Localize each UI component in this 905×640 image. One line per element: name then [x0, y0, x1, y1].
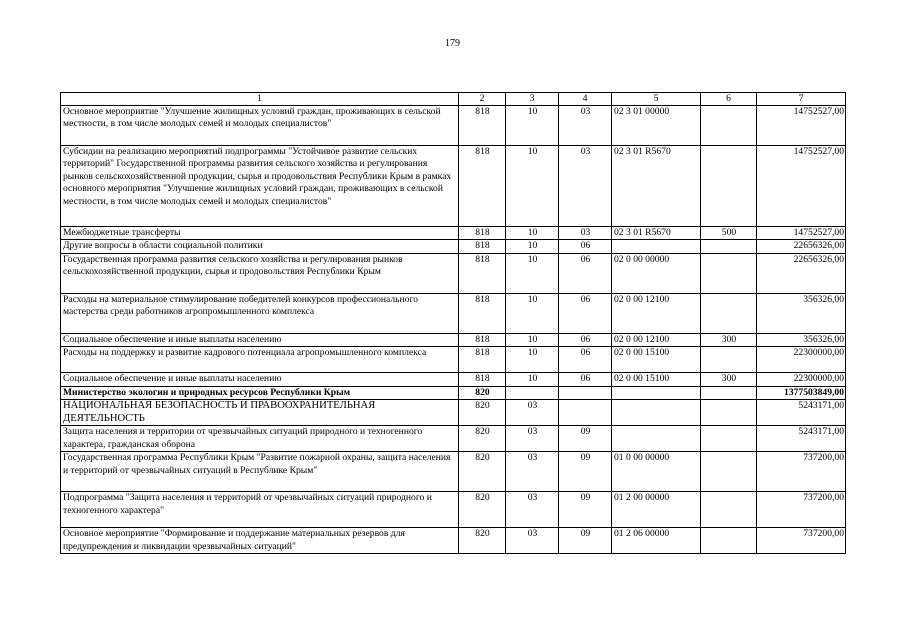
cell-target-article: 01 0 00 00000: [612, 452, 701, 492]
cell-target-article: 01 2 00 00000: [612, 492, 701, 528]
cell-section-code: 10: [506, 146, 559, 227]
cell-amount: 356326,00: [757, 333, 846, 346]
cell-grbs-code: 820: [459, 386, 506, 399]
cell-grbs-code: 820: [459, 452, 506, 492]
table-body: [61, 93, 846, 554]
cell-expense-type: [701, 528, 757, 554]
cell-grbs-code: 820: [459, 400, 506, 426]
cell-amount: 356326,00: [757, 293, 846, 333]
cell-subsection-code: 06: [559, 240, 612, 253]
cell-section-code: [506, 386, 559, 399]
cell-target-article: 02 0 00 15100: [612, 373, 701, 386]
cell-name: Другие вопросы в области социальной политики: [61, 240, 459, 253]
cell-amount: 22656326,00: [757, 253, 846, 293]
cell-section-code: 03: [506, 492, 559, 528]
header-col-3: 3: [506, 93, 559, 106]
cell-section-code: 03: [506, 426, 559, 452]
cell-amount: 14752527,00: [757, 106, 846, 146]
cell-expense-type: [701, 400, 757, 426]
cell-grbs-code: 818: [459, 227, 506, 240]
table-row: [61, 426, 846, 452]
cell-expense-type: [701, 426, 757, 452]
cell-name: Подпрограмма "Защита населения и территорий от чрезвычайных ситуаций природного и техногенного характера": [61, 492, 459, 528]
cell-section-code: 10: [506, 253, 559, 293]
cell-expense-type: 500: [701, 227, 757, 240]
cell-name: Министерство экологии и природных ресурсов Республики Крым: [61, 386, 459, 399]
cell-target-article: 02 3 01 R5670: [612, 146, 701, 227]
cell-subsection-code: 03: [559, 146, 612, 227]
table-row: [61, 293, 846, 333]
cell-section-code: 03: [506, 400, 559, 426]
cell-grbs-code: 818: [459, 106, 506, 146]
header-col-7: 7: [757, 93, 846, 106]
cell-amount: 22300000,00: [757, 347, 846, 373]
header-col-1: 1: [61, 93, 459, 106]
cell-expense-type: [701, 293, 757, 333]
table-row: [61, 386, 846, 399]
cell-subsection-code: 06: [559, 293, 612, 333]
budget-table: [60, 92, 846, 554]
table-row: [61, 240, 846, 253]
cell-name: Государственная программа Республики Крым "Развитие пожарной охраны, защита населения и территорий от чрезвычайных ситуаций в Республике Крым": [61, 452, 459, 492]
table-row: [61, 492, 846, 528]
cell-section-code: 10: [506, 227, 559, 240]
cell-subsection-code: [559, 386, 612, 399]
cell-expense-type: [701, 492, 757, 528]
cell-section-code: 10: [506, 106, 559, 146]
cell-target-article: 02 0 00 15100: [612, 347, 701, 373]
cell-grbs-code: 820: [459, 528, 506, 554]
cell-expense-type: [701, 253, 757, 293]
cell-amount: 5243171,00: [757, 400, 846, 426]
cell-amount: 22656326,00: [757, 240, 846, 253]
table-row: [61, 253, 846, 293]
cell-target-article: 02 0 00 00000: [612, 253, 701, 293]
cell-subsection-code: 09: [559, 452, 612, 492]
cell-section-code: 03: [506, 528, 559, 554]
cell-target-article: 02 3 01 00000: [612, 106, 701, 146]
table-row: [61, 227, 846, 240]
table-row: [61, 452, 846, 492]
table-row: [61, 373, 846, 386]
cell-amount: 22300000,00: [757, 373, 846, 386]
cell-amount: 1377503849,00: [757, 386, 846, 399]
cell-amount: 14752527,00: [757, 227, 846, 240]
cell-target-article: [612, 386, 701, 399]
cell-subsection-code: 09: [559, 492, 612, 528]
cell-subsection-code: 09: [559, 426, 612, 452]
header-col-2: 2: [459, 93, 506, 106]
cell-target-article: 01 2 06 00000: [612, 528, 701, 554]
cell-expense-type: 300: [701, 373, 757, 386]
cell-grbs-code: 820: [459, 492, 506, 528]
table-row: [61, 528, 846, 554]
cell-name: Государственная программа развития сельского хозяйства и регулирования рынков сельскохозяйственной продукции, сырья и продовольствия Республики Крым: [61, 253, 459, 293]
cell-expense-type: [701, 240, 757, 253]
header-col-5: 5: [612, 93, 701, 106]
cell-name: НАЦИОНАЛЬНАЯ БЕЗОПАСНОСТЬ И ПРАВООХРАНИТЕЛЬНАЯ ДЕЯТЕЛЬНОСТЬ: [61, 400, 459, 426]
cell-expense-type: [701, 452, 757, 492]
cell-expense-type: [701, 347, 757, 373]
cell-target-article: [612, 240, 701, 253]
cell-target-article: 02 0 00 12100: [612, 333, 701, 346]
cell-name: Субсидии на реализацию мероприятий подпрограммы "Устойчивое развитие сельских территорий" Государственной программы развития сельского хозяйства и регулирования рынков сельскохозяйственной продукции, сырья и продовольствия Республики Крым в рамках основного мероприятия "Улучшение жилищных условий граждан, проживающих в сельской местности, в том числе молодых семей и молодых специалистов": [61, 146, 459, 227]
cell-section-code: 10: [506, 373, 559, 386]
cell-section-code: 03: [506, 452, 559, 492]
cell-target-article: 02 3 01 R5670: [612, 227, 701, 240]
cell-amount: 5243171,00: [757, 426, 846, 452]
cell-grbs-code: 820: [459, 426, 506, 452]
cell-expense-type: [701, 146, 757, 227]
header-col-6: 6: [701, 93, 757, 106]
table-row: [61, 400, 846, 426]
cell-subsection-code: 06: [559, 373, 612, 386]
cell-grbs-code: 818: [459, 373, 506, 386]
cell-grbs-code: 818: [459, 347, 506, 373]
cell-subsection-code: 03: [559, 227, 612, 240]
table-row: [61, 333, 846, 346]
cell-name: Социальное обеспечение и иные выплаты населению: [61, 333, 459, 346]
cell-grbs-code: 818: [459, 253, 506, 293]
cell-section-code: 10: [506, 347, 559, 373]
table-row: [61, 146, 846, 227]
cell-subsection-code: 03: [559, 106, 612, 146]
cell-subsection-code: 09: [559, 528, 612, 554]
cell-expense-type: [701, 106, 757, 146]
cell-section-code: 10: [506, 240, 559, 253]
table-row: [61, 106, 846, 146]
cell-name: Социальное обеспечение и иные выплаты населению: [61, 373, 459, 386]
cell-target-article: [612, 426, 701, 452]
table-header-row: [61, 93, 846, 106]
cell-subsection-code: 06: [559, 347, 612, 373]
cell-subsection-code: 06: [559, 333, 612, 346]
cell-grbs-code: 818: [459, 333, 506, 346]
cell-amount: 737200,00: [757, 528, 846, 554]
cell-amount: 14752527,00: [757, 146, 846, 227]
cell-name: Основное мероприятие "Улучшение жилищных условий граждан, проживающих в сельской местности, в том числе молодых семей и молодых специалистов": [61, 106, 459, 146]
cell-section-code: 10: [506, 293, 559, 333]
header-col-4: 4: [559, 93, 612, 106]
table-row: [61, 347, 846, 373]
cell-section-code: 10: [506, 333, 559, 346]
cell-grbs-code: 818: [459, 293, 506, 333]
cell-name: Защита населения и территории от чрезвычайных ситуаций природного и техногенного характера, гражданская оборона: [61, 426, 459, 452]
cell-subsection-code: [559, 400, 612, 426]
cell-name: Межбюджетные трансферты: [61, 227, 459, 240]
cell-amount: 737200,00: [757, 492, 846, 528]
cell-grbs-code: 818: [459, 240, 506, 253]
cell-name: Основное мероприятие "Формирование и поддержание материальных резервов для предупреждения и ликвидации чрезвычайных ситуаций": [61, 528, 459, 554]
cell-grbs-code: 818: [459, 146, 506, 227]
cell-target-article: 02 0 00 12100: [612, 293, 701, 333]
cell-expense-type: 300: [701, 333, 757, 346]
page-number: 179: [445, 38, 460, 49]
cell-name: Расходы на поддержку и развитие кадрового потенциала агропромышленного комплекса: [61, 347, 459, 373]
cell-amount: 737200,00: [757, 452, 846, 492]
cell-target-article: [612, 400, 701, 426]
cell-name: Расходы на материальное стимулирование победителей конкурсов профессионального мастерства среди работников агропромышленного комплекса: [61, 293, 459, 333]
cell-expense-type: [701, 386, 757, 399]
cell-subsection-code: 06: [559, 253, 612, 293]
